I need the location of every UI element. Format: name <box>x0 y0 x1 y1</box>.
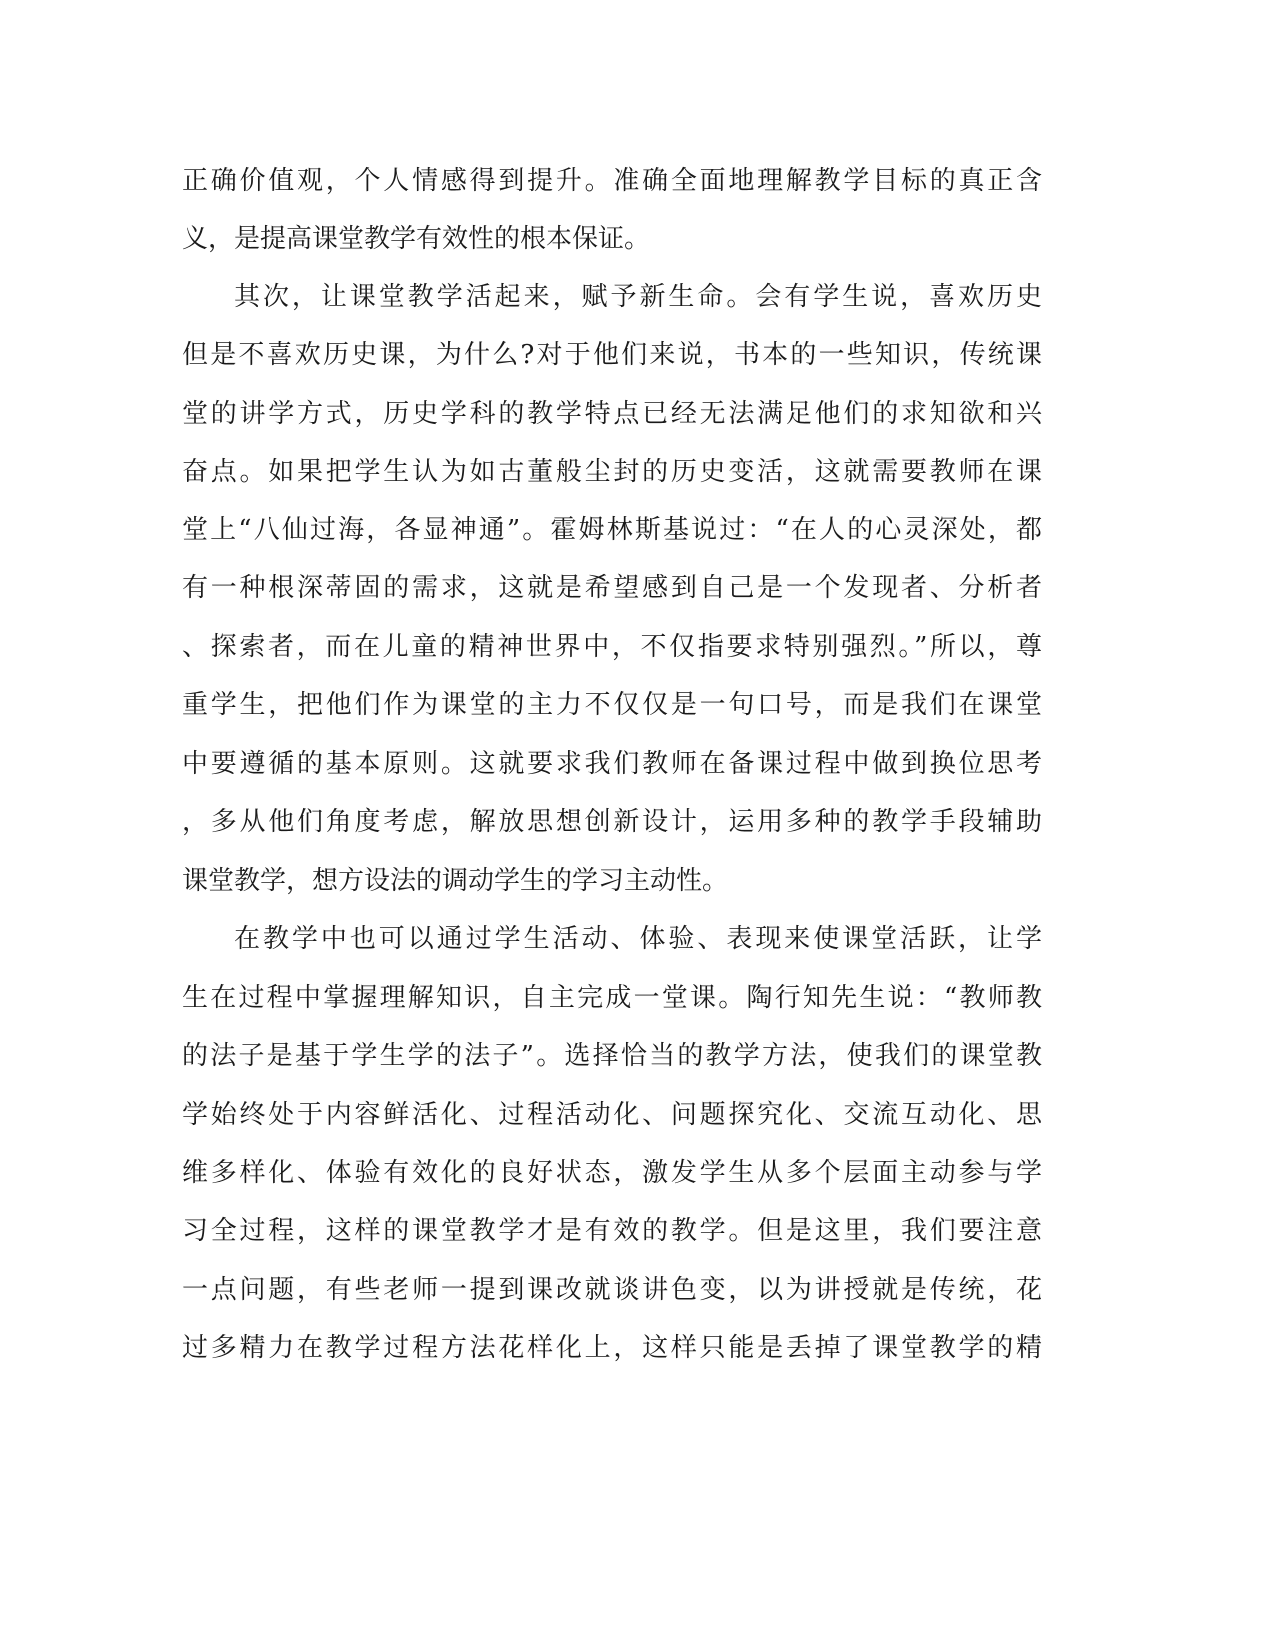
text-line: 生在过程中掌握理解知识，自主完成一堂课。陶行知先生说：“教师教 <box>182 983 1042 1013</box>
text-line: 在教学中也可以通过学生活动、体验、表现来使课堂活跃，让学 <box>234 924 1042 954</box>
text-line: 正确价值观，个人情感得到提升。准确全面地理解教学目标的真正含 <box>182 166 1042 196</box>
text-line: 堂的讲学方式，历史学科的教学特点已经无法满足他们的求知欲和兴 <box>182 399 1042 429</box>
text-line: 中要遵循的基本原则。这就要求我们教师在备课过程中做到换位思考 <box>182 749 1042 779</box>
text-line: 维多样化、体验有效化的良好状态，激发学生从多个层面主动参与学 <box>182 1158 1042 1188</box>
text-line: ，多从他们角度考虑，解放思想创新设计，运用多种的教学手段辅助 <box>182 807 1042 837</box>
text-line: 但是不喜欢历史课，为什么?对于他们来说，书本的一些知识，传统课 <box>182 340 1042 370</box>
text-line: 奋点。如果把学生认为如古董般尘封的历史变活，这就需要教师在课 <box>182 457 1042 487</box>
text-line: 课堂教学，想方设法的调动学生的学习主动性。 <box>182 866 729 896</box>
text-line: 过多精力在教学过程方法花样化上，这样只能是丢掉了课堂教学的精 <box>182 1333 1042 1363</box>
text-line: 义，是提高课堂教学有效性的根本保证。 <box>182 224 651 254</box>
text-line: 有一种根深蒂固的需求，这就是希望感到自己是一个发现者、分析者 <box>182 573 1042 603</box>
text-line: 其次，让课堂教学活起来，赋予新生命。会有学生说，喜欢历史 <box>234 282 1042 312</box>
text-line: 、探索者，而在儿童的精神世界中，不仅指要求特别强烈。”所以，尊 <box>182 632 1042 662</box>
text-line: 一点问题，有些老师一提到课改就谈讲色变，以为讲授就是传统，花 <box>182 1275 1042 1305</box>
text-line: 习全过程，这样的课堂教学才是有效的教学。但是这里，我们要注意 <box>182 1216 1042 1246</box>
text-line: 堂上“八仙过海，各显神通”。霍姆林斯基说过：“在人的心灵深处，都 <box>182 515 1042 545</box>
text-line: 学始终处于内容鲜活化、过程活动化、问题探究化、交流互动化、思 <box>182 1100 1042 1130</box>
text-line: 的法子是基于学生学的法子”。选择恰当的教学方法，使我们的课堂教 <box>182 1041 1042 1071</box>
text-line: 重学生，把他们作为课堂的主力不仅仅是一句口号，而是我们在课堂 <box>182 690 1042 720</box>
